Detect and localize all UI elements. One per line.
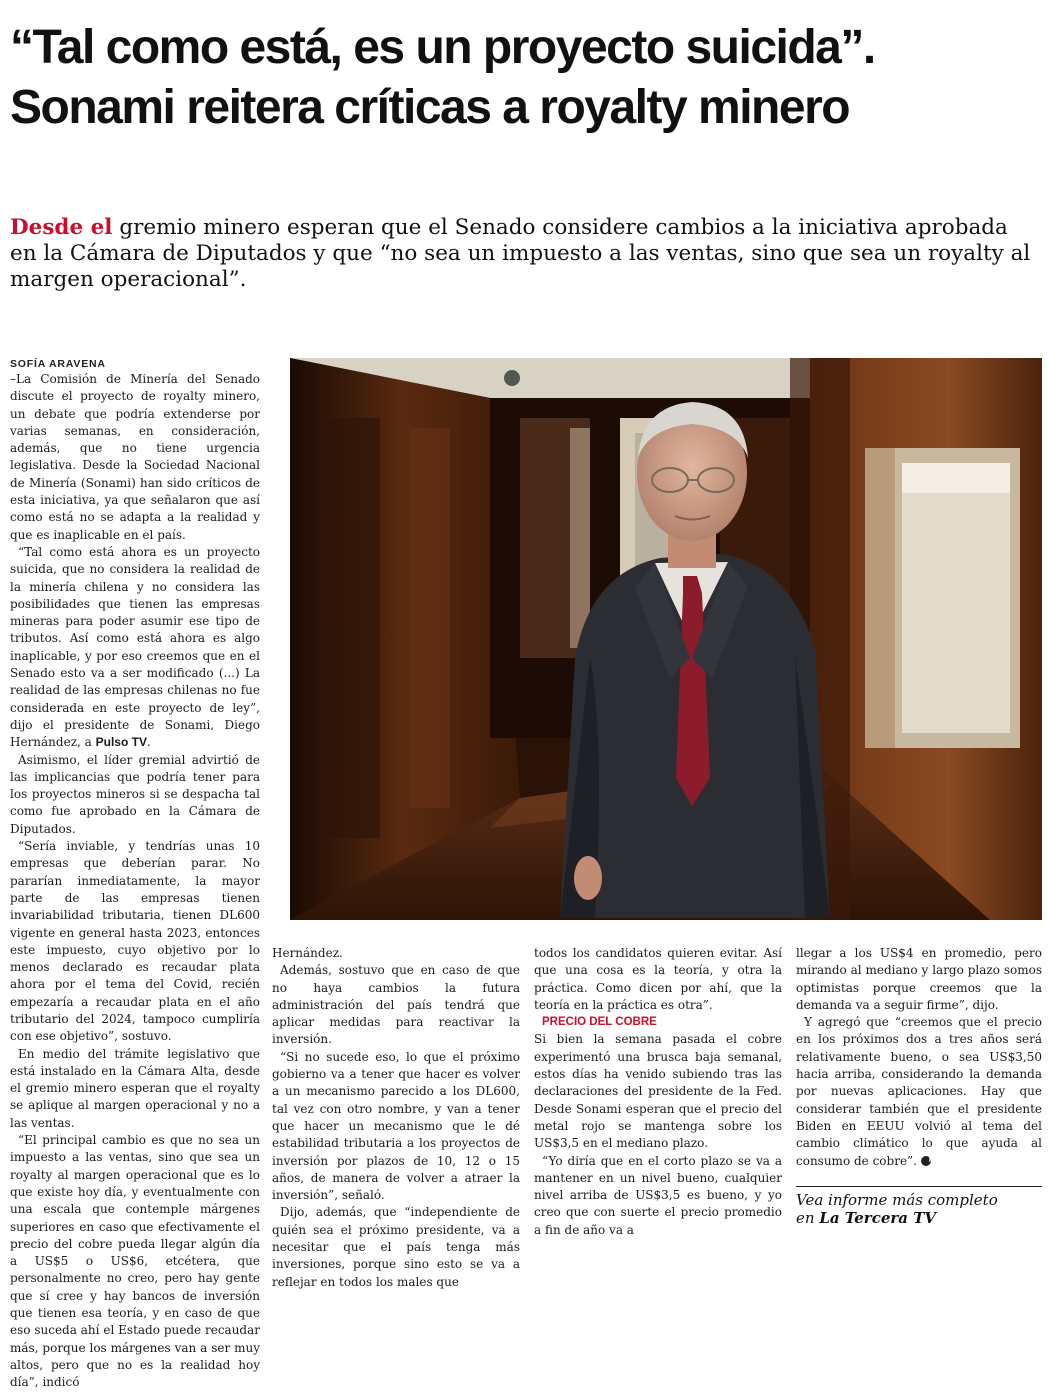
la-tercera-tv-link[interactable]: La Tercera TV xyxy=(819,1209,937,1227)
promo-prefix: en xyxy=(796,1209,820,1227)
paragraph-text: Y agregó que “creemos que el precio en los próximos dos a tres años será relativamente bueno, o sea US$3,50 hacia arriba, considerando la demanda por nuevas aplicaciones. Hay que considerar también que el presidente Biden en EEUU volvió al tema del cambio climático lo que ayuda al consumo de cobre”. xyxy=(796,1015,1042,1168)
paragraph-text: “Tal como está ahora es un proyecto suicida, que no considera la realidad de la minería chilena y no considera las posibilidades que tienen las empresas mineras para poder asumir ese tipo de tributos. Así como está ahora es algo inaplicable, y por eso creemos que en el Senado esto va a ser modificado (...) La realidad de las empresas chilenas no fue considerada en este proyecto de ley”, dijo el presidente de Sonami, Diego Hernández, a xyxy=(10,544,260,750)
paragraph xyxy=(10,544,260,752)
paragraph: Asimismo, el líder gremial advirtió de las implicancias que podría tener para los proyectos mineros si se despacha tal como fue aprobado en la Cámara de Diputados. xyxy=(10,752,260,836)
deck xyxy=(10,215,1040,293)
paragraph xyxy=(796,1014,1042,1170)
paragraph: “Sería inviable, y tendrías unas 10 empresas que deberían parar. No pararían inmediatamente, la mayor parte de las empresas tienen invariabilidad tributaria, tienen DL600 vigente en general hasta 2023, entonces este impuesto, cuyo objetivo por lo menos declarado es recaudar plata ahora por el tema del Covid, recién empezaría a recaudar plata en el año tributario del 2024, tampoco cumpliría con ese objetivo”, sostuvo. xyxy=(10,839,260,1044)
pulso-logo-icon: P xyxy=(921,1156,931,1166)
promo-line2 xyxy=(796,1209,1042,1227)
paragraph: Si bien la semana pasada el cobre experimentó una brusca baja semanal, estos días ha venido subiendo tras las declaraciones del presidente de la Fed. Desde Sonami esperan que el precio del metal rojo se mantenga sobre los US$3,5 en el mediano plazo. xyxy=(534,1032,782,1151)
paragraph: Además, sostuvo que en caso de que no haya cambios la futura administración del país tendrá que aplicar medidas para reactivar la inversión. xyxy=(272,963,520,1047)
byline: SOFÍA ARAVENA xyxy=(10,358,106,370)
paragraph: “Yo diría que en el corto plazo se va a mantener en un nivel bueno, cualquier nivel arriba de US$3,5 es bueno, y yo creo que con suerte el precio promedio a fin de año va a xyxy=(534,1153,782,1237)
pulso-tv-link: Pulso TV xyxy=(95,735,147,750)
paragraph: –La Comisión de Minería del Senado discute el proyecto de royalty minero, un debate que podría extenderse por varias semanas, en consideración, además, que no tiene urgencia legislativa. Desde la Sociedad Nacional de Minería (Sonami) han sido críticos de esta iniciativa, ya que señalaron que así como está no se adapta a la realidad y que es inaplicable en el país. xyxy=(10,372,260,542)
column-1 xyxy=(10,371,260,1390)
paragraph: llegar a los US$4 en promedio, pero mirando al mediano y largo plazo somos optimistas porque creemos que la demanda va a seguir firme”, dijo. xyxy=(796,946,1042,1012)
paragraph: todos los candidatos quieren evitar. Así que una cosa es la teoría, y otra la práctica. Como dicen por ahí, que la teoría en la práctica es otra”. xyxy=(534,946,782,1012)
tv-promo[interactable] xyxy=(796,1186,1042,1227)
paragraph: Hernández. xyxy=(272,946,343,960)
article-photo xyxy=(290,358,1042,920)
section-subhead: PRECIO DEL COBRE xyxy=(542,1016,657,1029)
deck-rest: gremio minero esperan que el Senado considere cambios a la iniciativa aprobada en la Cámara de Diputados y que “no sea un impuesto a las ventas, sino que sea un royalty al margen operacional”. xyxy=(10,215,1031,292)
deck-lead: Desde el xyxy=(10,215,113,240)
headline: “Tal como está, es un proyecto suicida”. Sonami reitera críticas a royalty minero xyxy=(10,21,875,134)
column-3 xyxy=(534,945,782,1239)
paragraph: En medio del trámite legislativo que está instalado en la Cámara Alta, desde el gremio minero esperan que el royalty se aplique al margen operacional y no a las ventas. xyxy=(10,1046,260,1130)
column-4 xyxy=(796,945,1042,1170)
paragraph: Dijo, además, que “independiente de quién sea el próximo presidente, va a necesitar que el país tenga más inversiones, porque sino esto se va a reflejar en todos los males que xyxy=(272,1205,520,1289)
promo-line1: Vea informe más completo xyxy=(796,1191,998,1209)
column-2 xyxy=(272,945,520,1291)
paragraph: “Si no sucede eso, lo que el próximo gobierno va a tener que hacer es volver a un mecanismo parecido a los DL600, tal vez con otro nombre, y van a tener que hacer un mecanismo que le dé estabilidad tributaria a los proyectos de inversión por plazos de 10, 12 o 15 años, de manera de volver a atraer la inversión”, señaló. xyxy=(272,1049,520,1203)
photo-illustration xyxy=(290,358,1042,920)
paragraph: “El principal cambio es que no sea un impuesto a las ventas, sino que sea un royalty al margen operacional que es lo que existe hoy día, y eventualmente con una escala que contemple márgenes superiores en caso que efectivamente el precio del cobre pueda llegar algún día a US$5 o US$6, etcétera, que personalmente no creo, pero hay gente que sí cree y hay bancos de inversión que tienen esa teoría, y en caso de que eso suceda ahí el Estado puede recaudar más, porque los márgenes van a ser muy altos, pero que no es la realidad hoy día”, indicó xyxy=(10,1133,260,1390)
paragraph-end: . xyxy=(146,735,151,750)
